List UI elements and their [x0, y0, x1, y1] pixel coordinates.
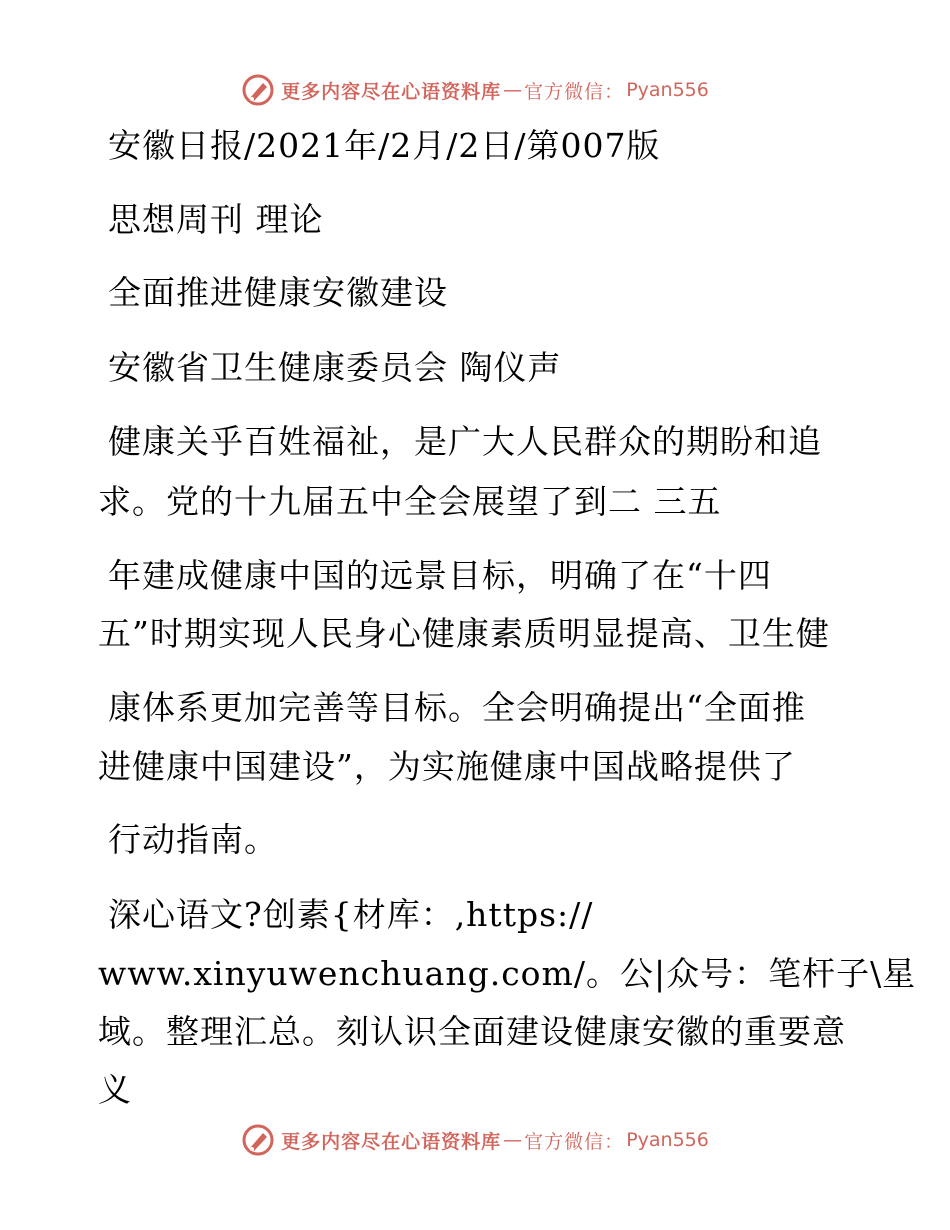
watermark-wechat-handle: Pyan556 — [626, 1129, 709, 1151]
footer-watermark — [0, 1120, 950, 1160]
watermark-separator: — — [503, 79, 523, 101]
paragraph-line: 康体系更加完善等目标。全会明确提出“全面推 — [108, 688, 806, 727]
paragraph-line: 五”时期实现人民身心健康素质明显提高、卫生健 — [98, 614, 830, 653]
paragraph-line: www.xinyuwenchuang.com/。公|众号：笔杆子\星 — [98, 954, 917, 993]
paragraph-line: 进健康中国建设”，为实施健康中国战略提供了 — [98, 747, 796, 786]
paragraph-line: 域。整理汇总。刻认识全面建设健康安徽的重要意 — [98, 1012, 846, 1051]
publication-line: 安徽日报/2021年/2月/2日/第007版 — [108, 126, 661, 165]
header-watermark — [0, 70, 950, 110]
watermark-wechat-label: 官方微信： — [524, 1130, 625, 1153]
watermark-brand: 更多内容尽在心语资料库 — [281, 1130, 502, 1153]
paragraph-line: 义 — [98, 1070, 132, 1109]
paragraph-line: 行动指南。 — [108, 820, 278, 859]
paragraph-line: 健康关乎百姓福祉，是广大人民群众的期盼和追 — [108, 422, 822, 461]
paragraph-line: 年建成健康中国的远景目标，明确了在“十四 — [108, 556, 772, 595]
section-line: 思想周刊 理论 — [108, 200, 324, 239]
watermark-wechat-handle: Pyan556 — [626, 79, 709, 101]
paragraph-line: 深心语文?创素{材库：,https:// — [108, 895, 594, 934]
watermark-brand: 更多内容尽在心语资料库 — [281, 80, 502, 103]
watermark-wechat-label: 官方微信： — [524, 80, 625, 103]
watermark-separator: — — [503, 1129, 523, 1151]
pen-logo-icon — [241, 1123, 275, 1157]
article-author: 安徽省卫生健康委员会 陶仪声 — [108, 348, 562, 387]
paragraph-line: 求。党的十九届五中全会展望了到二 三五 — [98, 482, 722, 521]
pen-logo-icon — [241, 73, 275, 107]
article-title: 全面推进健康安徽建设 — [108, 273, 448, 312]
